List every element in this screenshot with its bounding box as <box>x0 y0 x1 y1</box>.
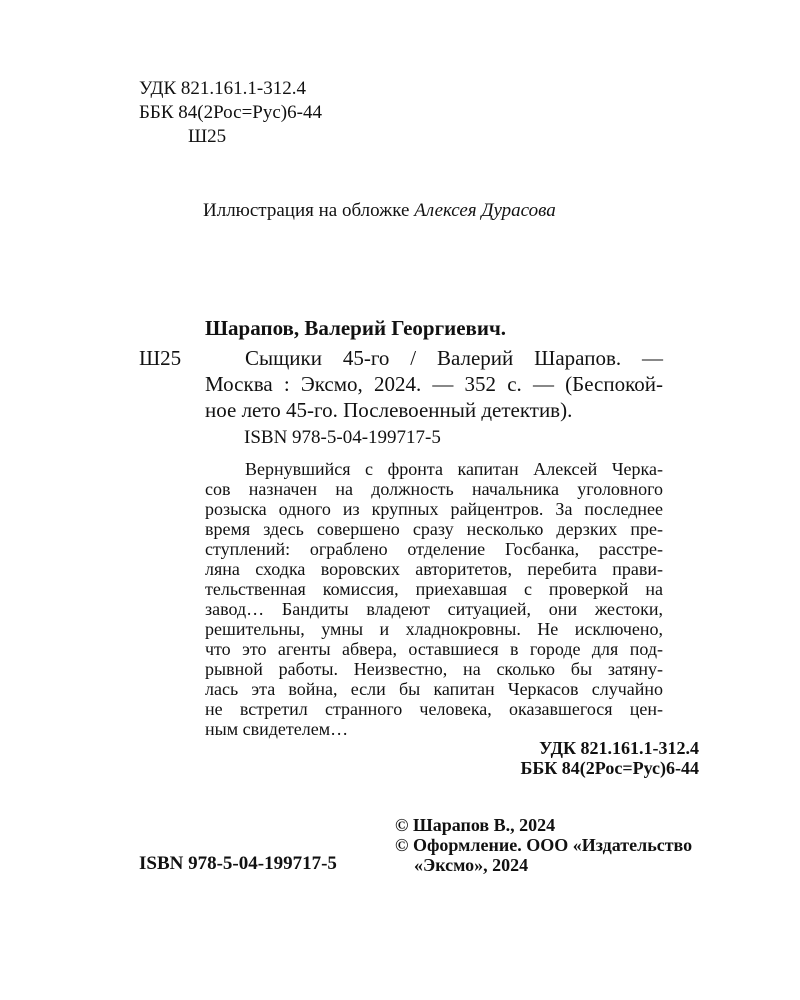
author-mark-top: Ш25 <box>188 126 227 147</box>
author-heading: Шарапов, Валерий Георгиевич. <box>205 316 507 340</box>
bbk-code-bottom: ББК 84(2Рос=Рус)6-44 <box>520 758 699 778</box>
copyright-design-line2: «Эксмо», 2024 <box>414 855 529 875</box>
bibliographic-line: Сыщики 45-го / Валерий Шарапов. — <box>245 346 663 370</box>
bbk-code-top: ББК 84(2Рос=Рус)6-44 <box>139 102 322 123</box>
udk-code-bottom: УДК 821.161.1-312.4 <box>539 738 699 758</box>
annotation-line: лась эта война, если бы капитан Черкасов случайно <box>205 679 663 699</box>
annotation-line: ляна сходка воровских авторитетов, перебита прави- <box>205 559 663 579</box>
udk-code-top: УДК 821.161.1-312.4 <box>139 78 306 99</box>
isbn-record: ISBN 978-5-04-199717-5 <box>244 427 441 448</box>
annotation-line: Вернувшийся с фронта капитан Алексей Черка- <box>245 459 663 479</box>
annotation-line: завод… Бандиты владеют ситуацией, они жестоки, <box>205 599 663 619</box>
copyright-design-line1: © Оформление. ООО «Издательство <box>395 835 693 855</box>
illustration-prefix: Иллюстрация на обложке <box>203 200 415 221</box>
bibliographic-line: Москва : Эксмо, 2024. — 352 с. — (Беспокой- <box>205 372 663 396</box>
illustration-credit <box>203 200 556 221</box>
annotation-line: решительны, умны и хладнокровны. Не исключено, <box>205 619 663 639</box>
bibliographic-description <box>205 345 663 425</box>
annotation-text <box>205 459 663 749</box>
annotation-line: время здесь совершено сразу несколько дерзких пре- <box>205 519 663 539</box>
copyright-author: © Шарапов В., 2024 <box>395 815 556 835</box>
annotation-line: ступлений: ограблено отделение Госбанка, расстре- <box>205 539 663 559</box>
annotation-line: ным свидетелем… <box>205 719 349 739</box>
isbn-footer: ISBN 978-5-04-199717-5 <box>139 853 337 874</box>
author-mark-record: Ш25 <box>139 346 182 370</box>
annotation-line: сов назначен на должность начальника уголовного <box>205 479 663 499</box>
annotation-line: рывной работы. Неизвестно, на сколько бы затяну- <box>205 659 663 679</box>
annotation-line: розыска одного из крупных райцентров. За последнее <box>205 499 663 519</box>
bibliographic-line: ное лето 45-го. Послевоенный детектив). <box>205 398 573 422</box>
illustration-artist: Алексея Дурасова <box>414 200 556 221</box>
annotation-line: что это агенты абвера, оставшиеся в городе для под- <box>205 639 663 659</box>
annotation-line: не встретил странного человека, оказавшегося цен- <box>205 699 663 719</box>
annotation-line: тельственная комиссия, приехавшая с проверкой на <box>205 579 663 599</box>
